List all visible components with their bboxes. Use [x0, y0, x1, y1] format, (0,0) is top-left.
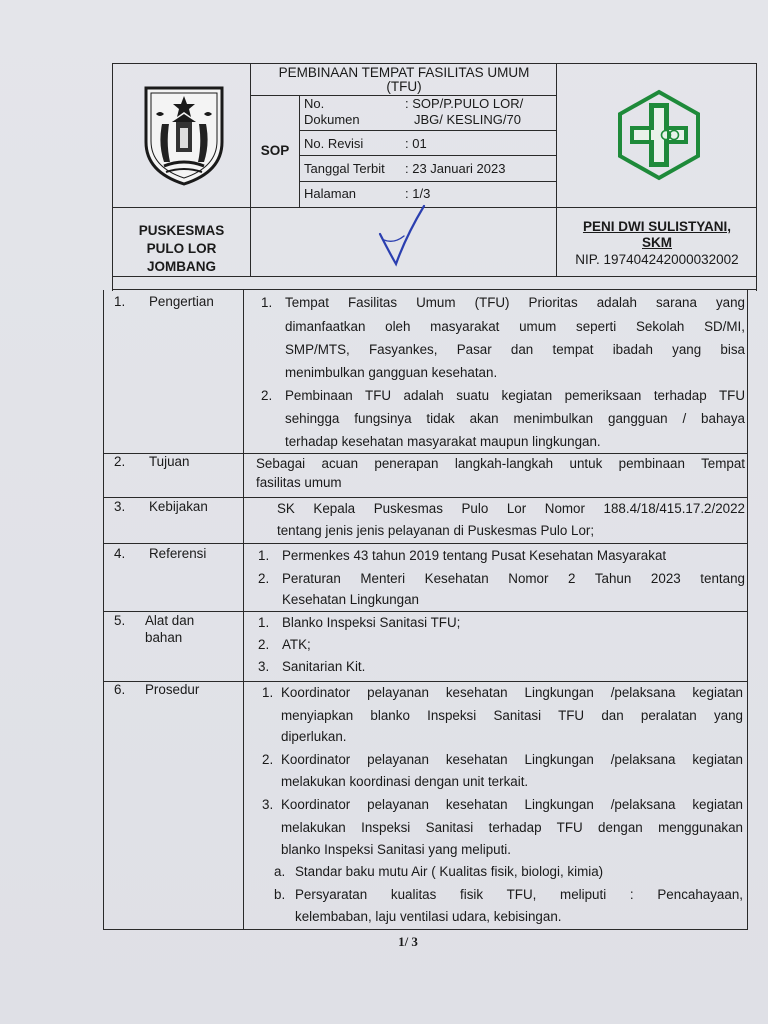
signer-name-line2: SKM — [642, 235, 672, 250]
sub-item-line: kelembaban, laju ventilasi udara, kebisingan. — [295, 909, 562, 924]
list-item-number: 3. — [262, 797, 274, 812]
paragraph-line: fasilitas umum — [256, 475, 342, 490]
page-number: 1/ 3 — [398, 934, 418, 949]
list-item-line: Koordinator pelayanan kesehatan Lingkungan /pelaksana kegiatan — [281, 752, 743, 767]
list-item-line: melakukan Inspeksi Sanitasi terhadap TFU dengan menggunakan — [281, 820, 743, 835]
no-revisi-label: No. Revisi — [304, 136, 364, 151]
signer-nip: NIP. 197404242000032002 — [575, 252, 739, 267]
paragraph-line: Sebagai acuan penerapan langkah-langkah untuk pembinaan Tempat — [256, 456, 745, 471]
section-label-alat-bahan-line1: Alat dan — [145, 613, 195, 628]
paragraph-line: SK Kepala Puskesmas Pulo Lor Nomor 188.4/18/415.17.2/2022 — [277, 501, 745, 516]
sop-label: SOP — [260, 143, 290, 158]
org-name-line2: PULO LOR — [146, 241, 217, 256]
list-item-line: terhadap kesehatan masyarakat maupun lingkungan. — [285, 434, 601, 449]
list-item-number: 2. — [262, 752, 274, 767]
list-item-line: sehingga fungsinya tidak akan menimbulkan gangguan / bahaya — [285, 411, 745, 426]
paragraph-line: tentang jenis jenis pelayanan di Puskesmas Pulo Lor; — [277, 523, 595, 538]
list-item-line: Koordinator pelayanan kesehatan Lingkungan /pelaksana kegiatan — [281, 685, 743, 700]
no-dokumen-label-1: No. — [304, 96, 325, 111]
section-label-kebijakan: Kebijakan — [149, 499, 208, 514]
no-dokumen-value-2: JBG/ KESLING/70 — [414, 112, 521, 127]
no-dokumen-value-1: : SOP/P.PULO LOR/ — [405, 96, 524, 111]
list-item-line: diperlukan. — [281, 729, 347, 744]
list-item-line: blanko Inspeksi Sanitasi yang meliputi. — [281, 842, 512, 857]
list-item-number: 1. — [258, 615, 270, 630]
list-item-line: SMP/MTS, Fasyankes, Pasar dan tempat ibadah yang bisa — [285, 342, 745, 357]
section-label-pengertian: Pengertian — [149, 294, 214, 309]
list-item-line: menyiapkan blanko Inspeksi Sanitasi TFU dan peralatan yang — [281, 708, 743, 723]
list-item-line: menimbulkan gangguan kesehatan. — [285, 365, 498, 380]
section-label-alat-bahan-line2: bahan — [145, 630, 183, 645]
list-item-number: 1. — [258, 548, 270, 563]
list-item-line: Blanko Inspeksi Sanitasi TFU; — [282, 615, 461, 630]
list-item-number: 2. — [261, 388, 273, 403]
section-label-tujuan: Tujuan — [149, 454, 190, 469]
list-item-line: Kesehatan Lingkungan — [282, 592, 419, 607]
puskesmas-logo-icon — [614, 88, 704, 182]
no-revisi-value: : 01 — [405, 136, 427, 151]
org-name-line3: JOMBANG — [146, 259, 216, 274]
sub-item-letter: a. — [274, 864, 286, 879]
list-item-number: 2. — [258, 637, 270, 652]
section-label-referensi: Referensi — [149, 546, 207, 561]
list-item-line: ATK; — [282, 637, 311, 652]
list-item-line: melakukan koordinasi dengan unit terkait. — [281, 774, 529, 789]
halaman-label: Halaman — [304, 186, 357, 201]
sub-item-letter: b. — [274, 887, 286, 902]
signature-mark — [374, 200, 430, 270]
section-number: 1. — [114, 294, 126, 309]
list-item-number: 1. — [261, 295, 273, 310]
list-item-line: Tempat Fasilitas Umum (TFU) Prioritas adalah sarana yang — [285, 295, 745, 310]
list-item-number: 3. — [258, 659, 270, 674]
list-item-line: Permenkes 43 tahun 2019 tentang Pusat Kesehatan Masyarakat — [282, 548, 667, 563]
section-number: 3. — [114, 499, 126, 514]
org-name-line1: PUSKESMAS — [138, 223, 225, 238]
document-title-line1: PEMBINAAN TEMPAT FASILITAS UMUM — [278, 65, 530, 80]
sub-item-line: Persyaratan kualitas fisik TFU, meliputi : Pencahayaan, — [295, 887, 743, 902]
regency-emblem-icon — [142, 84, 226, 186]
section-number: 2. — [114, 454, 126, 469]
sub-item-line: Standar baku mutu Air ( Kualitas fisik, biologi, kimia) — [295, 864, 604, 879]
tanggal-terbit-value: : 23 Januari 2023 — [405, 161, 506, 176]
document-title-line2: (TFU) — [386, 79, 422, 94]
section-number: 4. — [114, 546, 126, 561]
list-item-line: Koordinator pelayanan kesehatan Lingkungan /pelaksana kegiatan — [281, 797, 743, 812]
section-number: 6. — [114, 682, 126, 697]
list-item-line: Pembinaan TFU adalah suatu kegiatan pemeriksaan terhadap TFU — [285, 388, 745, 403]
list-item-line: Sanitarian Kit. — [282, 659, 366, 674]
no-dokumen-label-2: Dokumen — [304, 112, 360, 127]
list-item-number: 2. — [258, 571, 270, 586]
section-number: 5. — [114, 613, 126, 628]
list-item-line: dimanfaatkan oleh masyarakat umum seperti Sekolah SD/MI, — [285, 319, 745, 334]
tanggal-terbit-label: Tanggal Terbit — [304, 161, 385, 176]
signer-name-line1: PENI DWI SULISTYANI, — [582, 219, 732, 234]
list-item-line: Peraturan Menteri Kesehatan Nomor 2 Tahun 2023 tentang — [282, 571, 745, 586]
halaman-value: : 1/3 — [405, 186, 431, 201]
section-label-prosedur: Prosedur — [145, 682, 200, 697]
list-item-number: 1. — [262, 685, 274, 700]
